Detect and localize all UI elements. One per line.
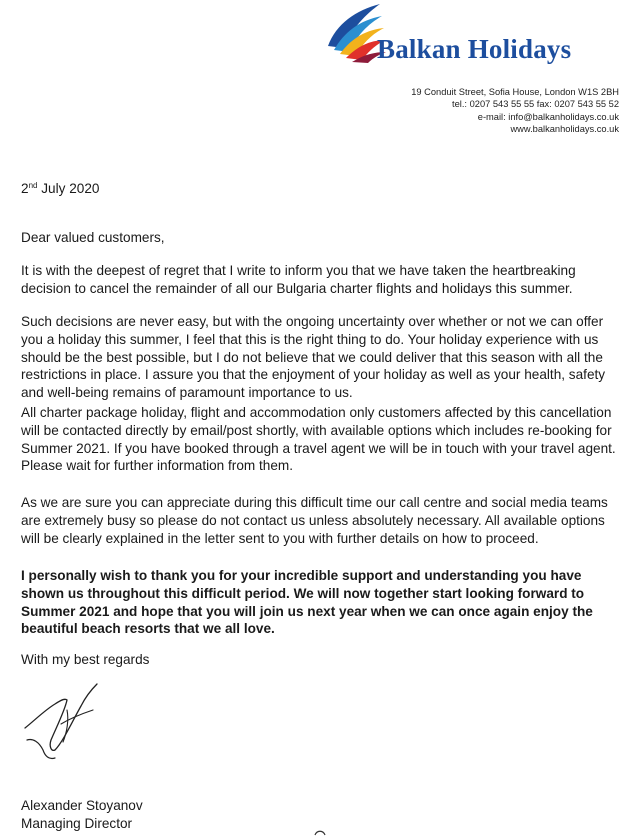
contact-phone-line: tel.: 0207 543 55 55 fax: 0207 543 55 52 [452, 99, 619, 110]
paragraph-1: It is with the deepest of regret that I write to inform you that we have taken the heartbreaking decision to cancel the remainder of all our Bulgaria charter flights and holidays this summer. [21, 263, 576, 296]
paragraph-2: Such decisions are never easy, but with the ongoing uncertainty over whether or not we can offer you a holiday this summer, I feel that this is the right thing to do. Your holiday experience with us should be the best possible, but I do not believe that we could deliver that this season with all the restrictions in place. I assure you that the enjoyment of your holiday as well as your health, safety and well-being remains of paramount importance to us. [21, 314, 606, 401]
signatory-title: Managing Director [21, 816, 133, 831]
page-edge-mark [314, 828, 326, 836]
address-line: 19 Conduit Street, Sofia House, London W1S 2BH [411, 87, 619, 97]
salutation: Dear valued customers, [21, 230, 165, 245]
handwritten-signature [21, 680, 111, 765]
letter-date: 2nd July 2020 [21, 181, 100, 196]
company-address [411, 86, 619, 135]
website-line: www.balkanholidays.co.uk [510, 123, 619, 134]
paragraph-4: As we are sure you can appreciate during this difficult time our call centre and social media teams are extremely busy so please do not contact us unless absolutely necessary. All available options will be clearly explained in the letter sent to you with further details on how to proceed. [21, 495, 608, 546]
paragraph-5-bold: I personally wish to thank you for your incredible support and understanding you have shown us throughout this difficult period. We will now together start looking forward to Summer 2021 and hope that you will join us next year when we can once again enjoy the beautiful beach resorts that we all love. [21, 568, 593, 637]
paragraph-3: All charter package holiday, flight and accommodation only customers affected by this cancellation will be contacted directly by email/post shortly, with available options which includes re-booking for Summer 2021. If you have booked through a travel agent we will be in touch with your travel agent. Please wait for further information from them. [21, 405, 616, 474]
contact-email-line: e-mail: info@balkanholidays.co.uk [477, 111, 619, 122]
closing: With my best regards [21, 652, 150, 667]
company-logo [322, 0, 632, 68]
logo-wordmark: Balkan Holidays [377, 34, 572, 64]
signatory-name: Alexander Stoyanov [21, 798, 143, 813]
